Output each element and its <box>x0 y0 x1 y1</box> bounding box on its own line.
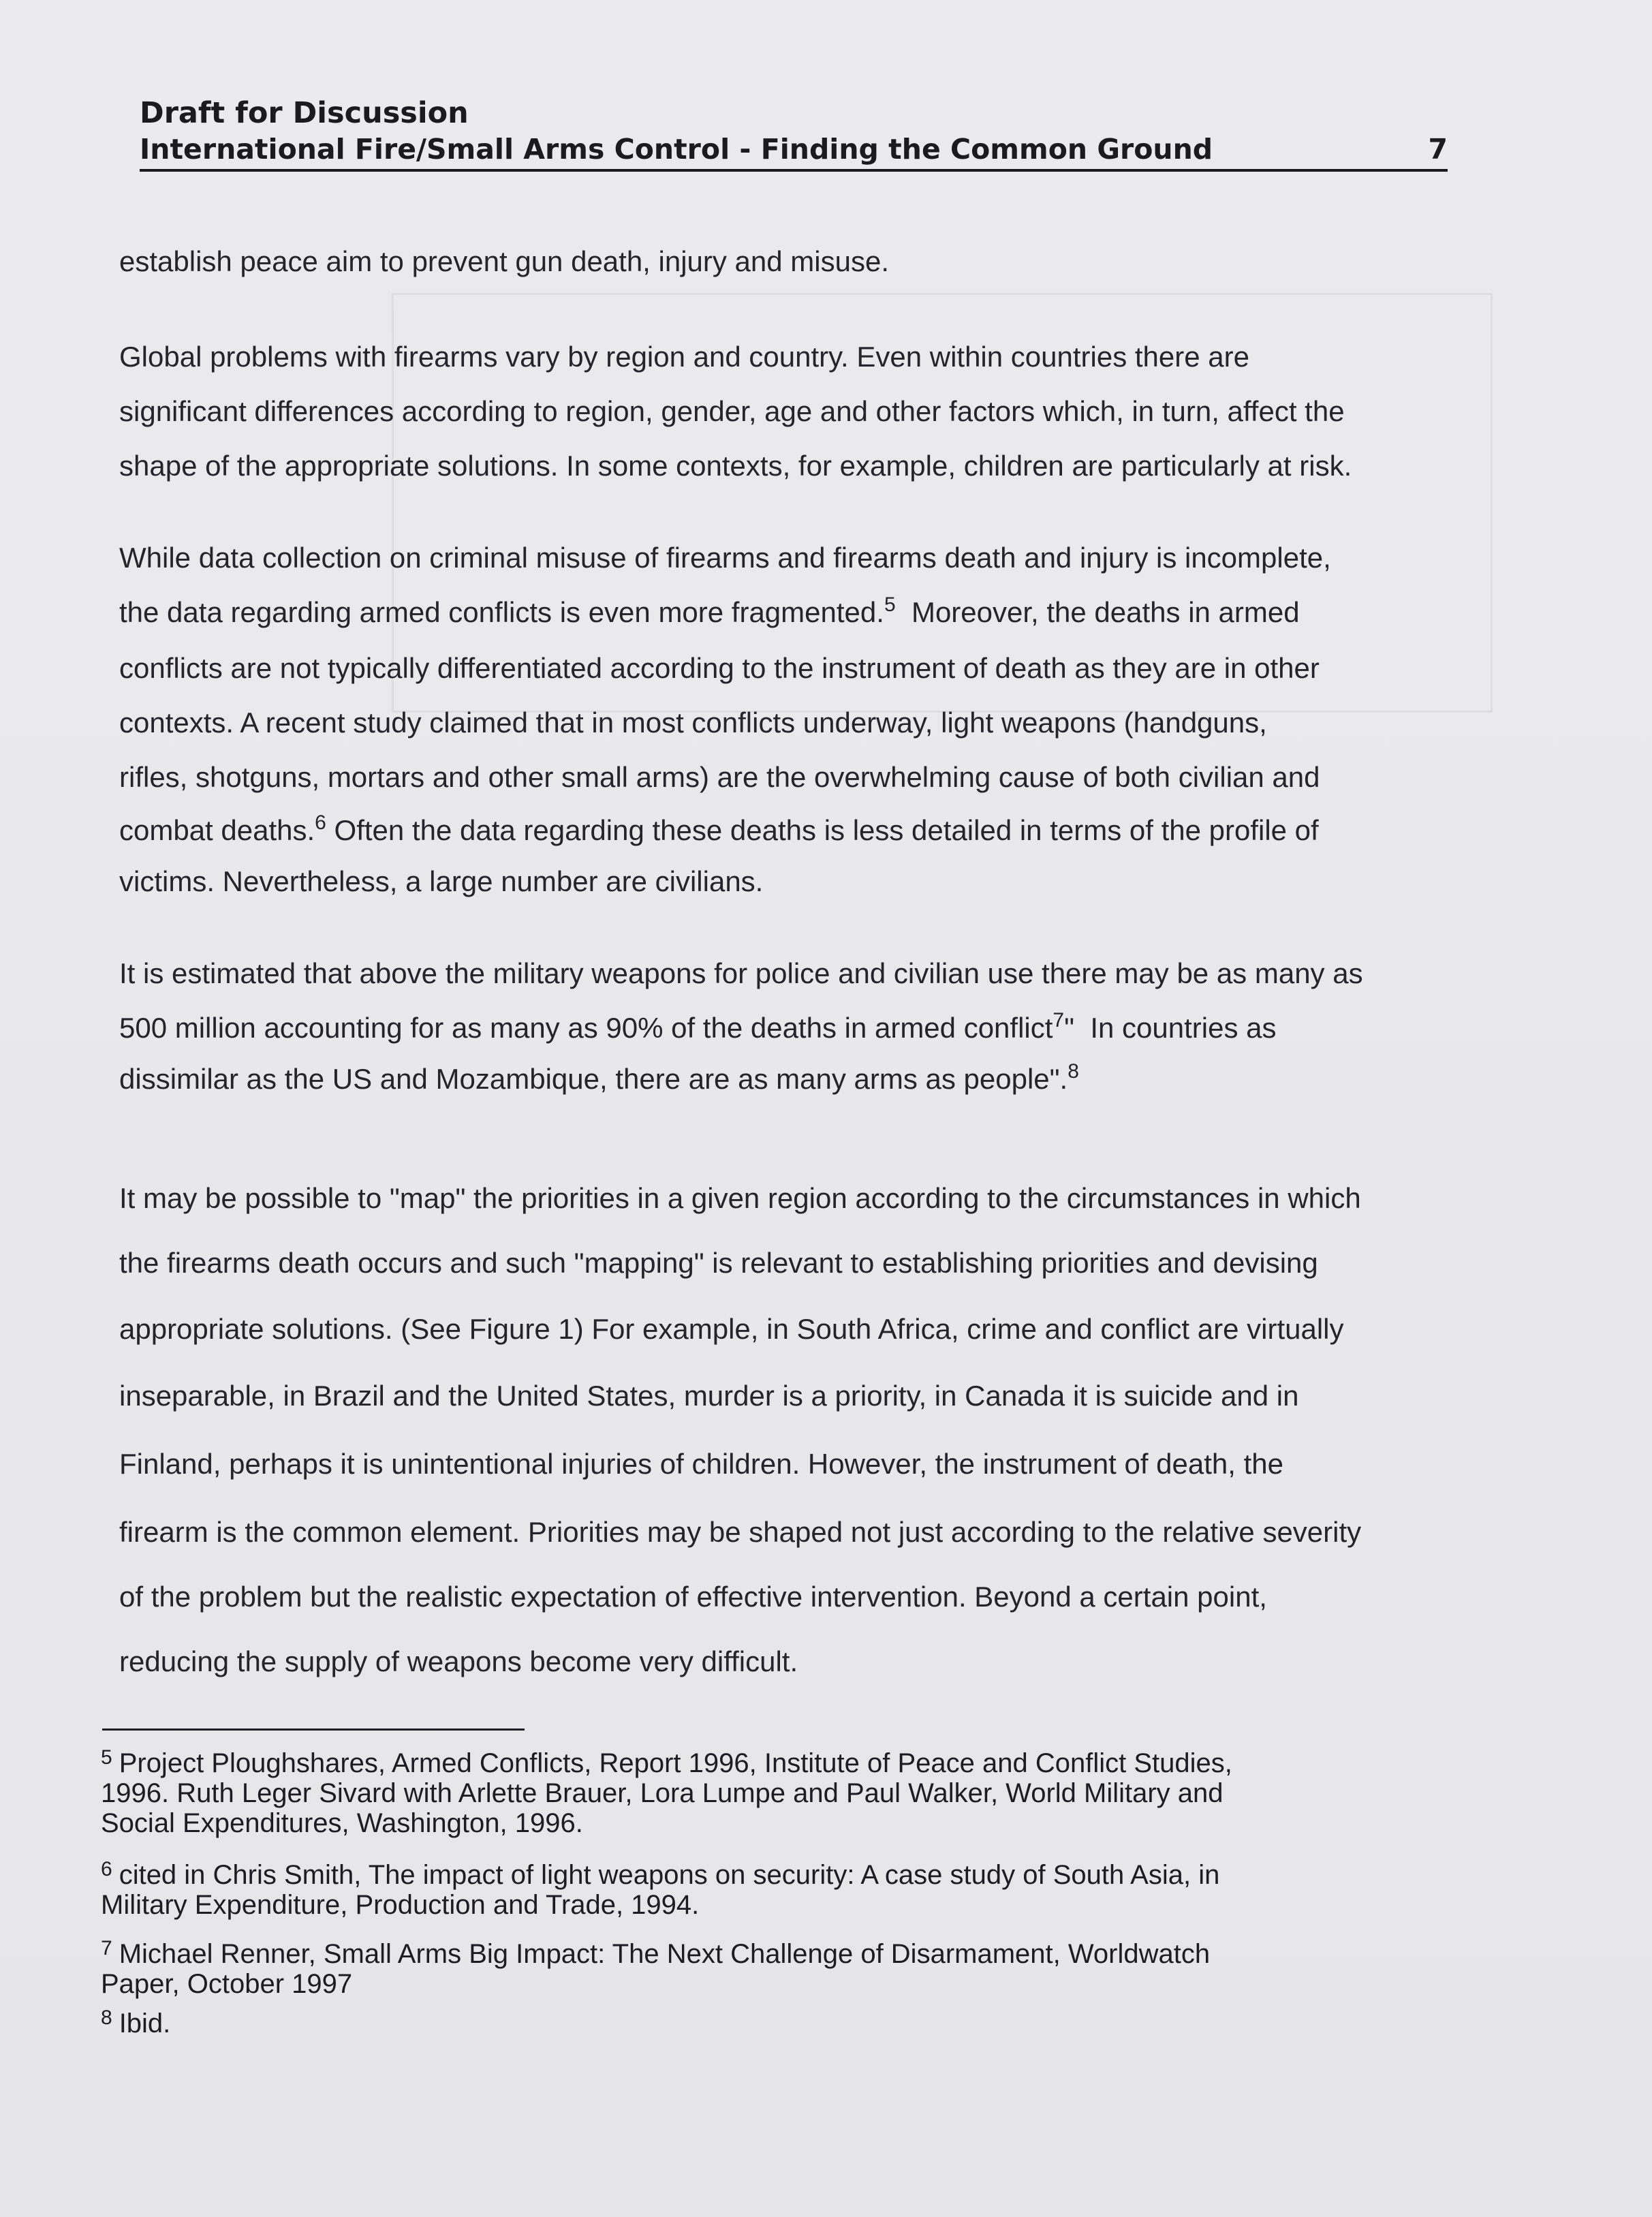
footnote-separator <box>102 1728 525 1731</box>
text-line: It is estimated that above the military weapons for police and civilian use there may be as many as <box>119 957 1363 989</box>
text-line: significant differences according to region, gender, age and other factors which, in turn, affect the <box>119 395 1345 427</box>
footnote-mark: 5 <box>101 1746 112 1769</box>
header-draft-label: Draft for Discussion <box>140 96 469 130</box>
footnote-text: cited in Chris Smith, The impact of light weapons on security: A case study of South Asia, in <box>119 1860 1220 1890</box>
page-header <box>140 95 1448 172</box>
footnote-line: Military Expenditure, Production and Trade, 1994. <box>101 1890 700 1920</box>
text-line: appropriate solutions. (See Figure 1) For example, in South Africa, crime and conflict are virtually <box>119 1313 1344 1345</box>
text-line-with-footnote <box>119 811 1319 847</box>
footnote-ref-8[interactable]: 8 <box>1067 1060 1079 1083</box>
text-segment: dissimilar as the US and Mozambique, there are as many arms as people". <box>119 1063 1068 1095</box>
footnote-7 <box>101 1934 1210 1999</box>
text-line: reducing the supply of weapons become very difficult. <box>119 1645 798 1677</box>
footnote-text: Project Ploughshares, Armed Conflicts, Report 1996, Institute of Peace and Conflict Studies, <box>119 1748 1232 1778</box>
text-segment: 500 million accounting for as many as 90% of the deaths in armed conflict <box>119 1012 1053 1044</box>
text-line-with-footnote <box>119 593 1300 629</box>
footnote-line <box>101 1743 1232 1778</box>
footnote-line: Social Expenditures, Washington, 1996. <box>101 1808 583 1838</box>
text-segment: combat deaths. <box>119 814 315 846</box>
text-line: shape of the appropriate solutions. In some contexts, for example, children are particularly at risk. <box>119 450 1352 482</box>
text-segment: " In countries as <box>1064 1012 1277 1044</box>
footnote-ref-6[interactable]: 6 <box>315 811 326 834</box>
text-line: firearm is the common element. Priorities may be shaped not just according to the relative severity <box>119 1516 1362 1548</box>
text-line: victims. Nevertheless, a large number are civilians. <box>119 865 764 897</box>
text-segment: Moreover, the deaths in armed <box>895 596 1300 628</box>
text-segment: Often the data regarding these deaths is less detailed in terms of the profile of <box>326 814 1319 846</box>
text-line-with-footnote <box>119 1060 1079 1096</box>
text-line: contexts. A recent study claimed that in most conflicts underway, light weapons (handguns, <box>119 707 1267 739</box>
text-line: Finland, perhaps it is unintentional injuries of children. However, the instrument of death, the <box>119 1448 1283 1480</box>
footnote-5 <box>101 1743 1232 1838</box>
footnote-8 <box>101 2003 170 2038</box>
page-number: 7 <box>1428 133 1448 166</box>
text-line: rifles, shotguns, mortars and other small arms) are the overwhelming cause of both civilian and <box>119 761 1320 793</box>
footnote-ref-7[interactable]: 7 <box>1053 1009 1065 1032</box>
text-line: It may be possible to "map" the priorities in a given region according to the circumstances in which <box>119 1182 1361 1214</box>
footnote-mark: 7 <box>101 1937 112 1959</box>
footnote-text: Michael Renner, Small Arms Big Impact: The Next Challenge of Disarmament, Worldwatch <box>119 1939 1211 1969</box>
footnote-line <box>101 1934 1210 1969</box>
text-line: establish peace aim to prevent gun death, injury and misuse. <box>119 245 890 277</box>
footnote-line <box>101 2003 170 2038</box>
footnote-ref-5[interactable]: 5 <box>884 593 896 616</box>
text-line: Global problems with firearms vary by region and country. Even within countries there are <box>119 341 1249 373</box>
footnote-line: Paper, October 1997 <box>101 1969 353 1999</box>
text-line-with-footnote <box>119 1009 1277 1044</box>
footnote-mark: 6 <box>101 1858 112 1880</box>
text-segment: the data regarding armed conflicts is even more fragmented. <box>119 596 884 628</box>
text-line: of the problem but the realistic expectation of effective intervention. Beyond a certain point, <box>119 1581 1267 1613</box>
footnote-line <box>101 1855 1219 1890</box>
footnote-line: 1996. Ruth Leger Sivard with Arlette Brauer, Lora Lumpe and Paul Walker, World Military and <box>101 1778 1224 1808</box>
footnote-6 <box>101 1855 1219 1920</box>
text-line: inseparable, in Brazil and the United States, murder is a priority, in Canada it is suicide and in <box>119 1380 1299 1412</box>
text-line: conflicts are not typically differentiated according to the instrument of death as they are in other <box>119 652 1320 684</box>
footnote-mark: 8 <box>101 2006 112 2029</box>
footnote-text: Ibid. <box>119 2009 171 2038</box>
text-line: While data collection on criminal misuse of firearms and firearms death and injury is incomplete, <box>119 542 1331 574</box>
header-title-text: International Fire/Small Arms Control - Finding the Common Ground <box>140 133 1213 166</box>
header-document-title <box>140 131 1448 172</box>
text-line: the firearms death occurs and such "mapping" is relevant to establishing priorities and devising <box>119 1247 1318 1279</box>
